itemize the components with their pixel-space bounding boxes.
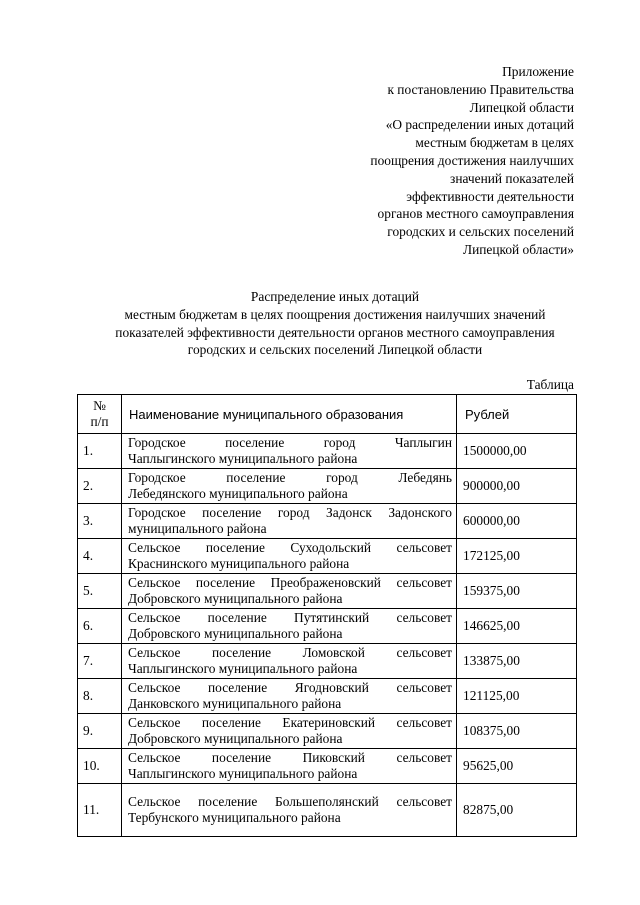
- appendix-line: местным бюджетам в целях: [415, 135, 574, 151]
- row-name-line-1: Сельское поселение Ломовской сельсовет: [128, 645, 452, 660]
- table-row: [78, 609, 577, 644]
- row-sum: 900000,00: [457, 469, 577, 504]
- row-name: [122, 539, 457, 574]
- row-sum: 108375,00: [457, 714, 577, 749]
- row-name-line-2: Данковского муниципального района: [128, 696, 342, 711]
- row-name-line-1: Городское поселение город Чаплыгин: [128, 435, 452, 450]
- row-sum: 146625,00: [457, 609, 577, 644]
- row-number: 10.: [78, 749, 122, 784]
- table-row: [78, 434, 577, 469]
- header-number-symbol: №: [93, 398, 106, 413]
- row-name-line-1: Сельское поселение Суходольский сельсовет: [128, 540, 452, 555]
- appendix-line: значений показателей: [450, 170, 574, 186]
- row-name: [122, 749, 457, 784]
- row-name-line-2: Добровского муниципального района: [128, 626, 343, 641]
- title-line: показателей эффективности деятельности органов местного самоуправления: [115, 324, 555, 340]
- row-name: [122, 679, 457, 714]
- title-line: Распределение иных дотаций: [250, 289, 420, 304]
- row-name-line-2: муниципального района: [128, 521, 267, 536]
- appendix-line: органов местного самоуправления: [377, 206, 574, 222]
- row-number: 11.: [78, 784, 122, 837]
- row-name-line-2: Чаплыгинского муниципального района: [128, 451, 358, 466]
- table-header-row: [78, 395, 577, 434]
- row-name-line-2: Краснинского муниципального района: [128, 556, 350, 571]
- row-number: 8.: [78, 679, 122, 714]
- row-name: [122, 644, 457, 679]
- row-number: 5.: [78, 574, 122, 609]
- table-row: [78, 749, 577, 784]
- row-name-line-2: Добровского муниципального района: [128, 731, 343, 746]
- table-row: [78, 644, 577, 679]
- table-row: [78, 784, 577, 837]
- title-line: местным бюджетам в целях поощрения достижения наилучших значений: [124, 306, 546, 322]
- row-number: 1.: [78, 434, 122, 469]
- row-sum: 121125,00: [457, 679, 577, 714]
- row-name: [122, 714, 457, 749]
- row-sum: 95625,00: [457, 749, 577, 784]
- row-name-line-1: Сельское поселение Ягодновский сельсовет: [128, 680, 452, 695]
- row-number: 2.: [78, 469, 122, 504]
- row-number: 3.: [78, 504, 122, 539]
- appendix-line: городских и сельских поселений: [387, 224, 574, 240]
- row-name: [122, 504, 457, 539]
- appendix-line: Приложение: [502, 64, 574, 79]
- header-name: Наименование муниципального образования: [122, 395, 457, 434]
- row-sum: 133875,00: [457, 644, 577, 679]
- table-row: [78, 679, 577, 714]
- header-number: [78, 395, 122, 434]
- row-name-line-2: Чаплыгинского муниципального района: [128, 661, 358, 676]
- table-row: [78, 539, 577, 574]
- row-name: [122, 469, 457, 504]
- row-name: [122, 434, 457, 469]
- row-name-line-1: Городское поселение город Задонск Задонского: [128, 505, 452, 520]
- row-name-line-1: Сельское поселение Путятинский сельсовет: [128, 610, 452, 625]
- document-title: [0, 288, 640, 359]
- row-number: 6.: [78, 609, 122, 644]
- row-name-line-1: Сельское поселение Большеполянский сельсовет: [128, 794, 452, 809]
- row-number: 7.: [78, 644, 122, 679]
- header-number-abbrev: п/п: [90, 414, 109, 429]
- row-sum: 82875,00: [457, 784, 577, 837]
- appendix-line: к постановлению Правительства: [387, 81, 574, 97]
- table-row: [78, 504, 577, 539]
- table-row: [78, 714, 577, 749]
- row-name-line-2: Добровского муниципального района: [128, 591, 343, 606]
- row-name-line-1: Сельское поселение Екатериновский сельсовет: [128, 715, 452, 730]
- row-name-line-2: Лебедянского муниципального района: [128, 486, 348, 501]
- row-name-line-1: Сельское поселение Пиковский сельсовет: [128, 750, 452, 765]
- table-row: [78, 574, 577, 609]
- row-name: [122, 609, 457, 644]
- row-name-line-2: Тербунского муниципального района: [128, 810, 341, 825]
- row-sum: 600000,00: [457, 504, 577, 539]
- table-row: [78, 469, 577, 504]
- row-name-line-2: Чаплыгинского муниципального района: [128, 766, 358, 781]
- title-line: городских и сельских поселений Липецкой области: [187, 342, 483, 358]
- row-name: [122, 784, 457, 837]
- appendix-line: поощрения достижения наилучших: [370, 152, 574, 168]
- row-name-line-1: Городское поселение город Лебедянь: [128, 470, 452, 485]
- appendix-line: эффективности деятельности: [406, 188, 574, 204]
- appendix-line: «О распределении иных дотаций: [385, 117, 574, 133]
- table-caption: Таблица: [526, 377, 574, 392]
- row-sum: 159375,00: [457, 574, 577, 609]
- appendix-line: Липецкой области: [469, 99, 574, 115]
- distribution-table: [77, 394, 577, 837]
- row-number: 4.: [78, 539, 122, 574]
- appendix-line: Липецкой области»: [462, 241, 574, 257]
- header-sum: Рублей: [457, 395, 577, 434]
- row-name-line-1: Сельское поселение Преображеновский сельсовет: [128, 575, 452, 590]
- row-name: [122, 574, 457, 609]
- row-sum: 1500000,00: [457, 434, 577, 469]
- row-sum: 172125,00: [457, 539, 577, 574]
- row-number: 9.: [78, 714, 122, 749]
- appendix-block: [254, 63, 574, 259]
